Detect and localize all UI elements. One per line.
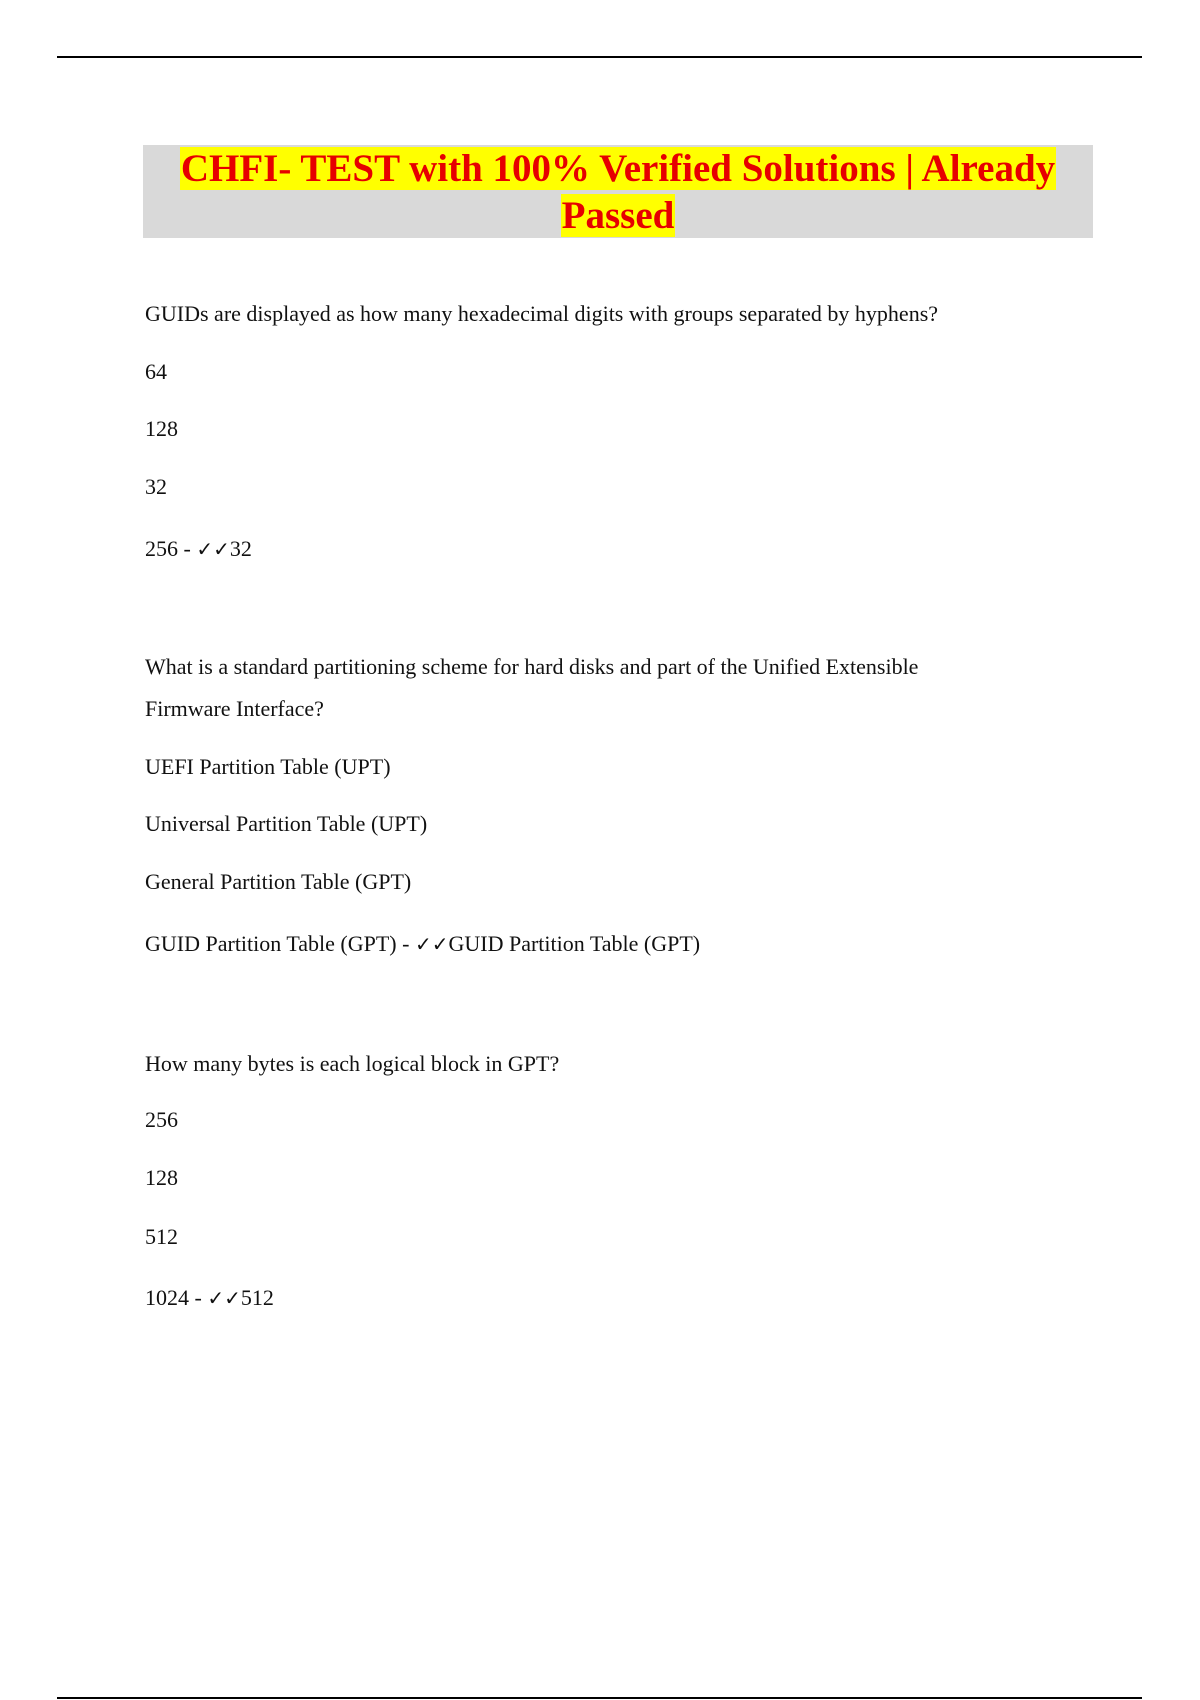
answer-option-with-solution: 256 - ✓✓32 (145, 536, 252, 561)
answer-option: GUID Partition Table (GPT) (145, 931, 397, 956)
answer-option-with-solution: 1024 - ✓✓512 (145, 1285, 274, 1310)
correct-answer: 32 (229, 536, 252, 561)
title-line-1: CHFI- TEST with 100% Verified Solutions | Already (180, 147, 1056, 190)
correct-answer: 512 (240, 1285, 274, 1310)
answer-option: 512 (145, 1224, 178, 1249)
question-text: GUIDs are displayed as how many hexadecimal digits with groups separated by hyphens? (145, 301, 939, 326)
answer-option: Universal Partition Table (UPT) (145, 811, 428, 836)
double-check-icon: ✓✓ (207, 1286, 241, 1310)
answer-option: 1024 (145, 1285, 189, 1310)
question-text-continued: Firmware Interface? (145, 696, 324, 721)
page-title (143, 145, 1093, 239)
question-text: How many bytes is each logical block in GPT? (145, 1051, 560, 1076)
double-check-icon: ✓✓ (196, 537, 230, 561)
answer-option: UEFI Partition Table (UPT) (145, 754, 391, 779)
answer-option: 32 (145, 474, 167, 499)
answer-option: General Partition Table (GPT) (145, 869, 412, 894)
double-check-icon: ✓✓ (414, 932, 449, 956)
question-text: What is a standard partitioning scheme for hard disks and part of the Unified Extensible (145, 654, 919, 679)
answer-option: 64 (145, 359, 167, 384)
correct-answer: GUID Partition Table (GPT) (448, 931, 701, 956)
top-rule (57, 56, 1142, 58)
title-line-2: Passed (561, 194, 675, 237)
answer-option: 128 (145, 1165, 178, 1190)
answer-option-with-solution: GUID Partition Table (GPT) - ✓✓GUID Partition Table (GPT) (145, 931, 701, 956)
answer-option: 128 (145, 416, 178, 441)
answer-option: 256 (145, 536, 178, 561)
answer-option: 256 (145, 1107, 178, 1132)
bottom-rule (57, 1697, 1142, 1699)
